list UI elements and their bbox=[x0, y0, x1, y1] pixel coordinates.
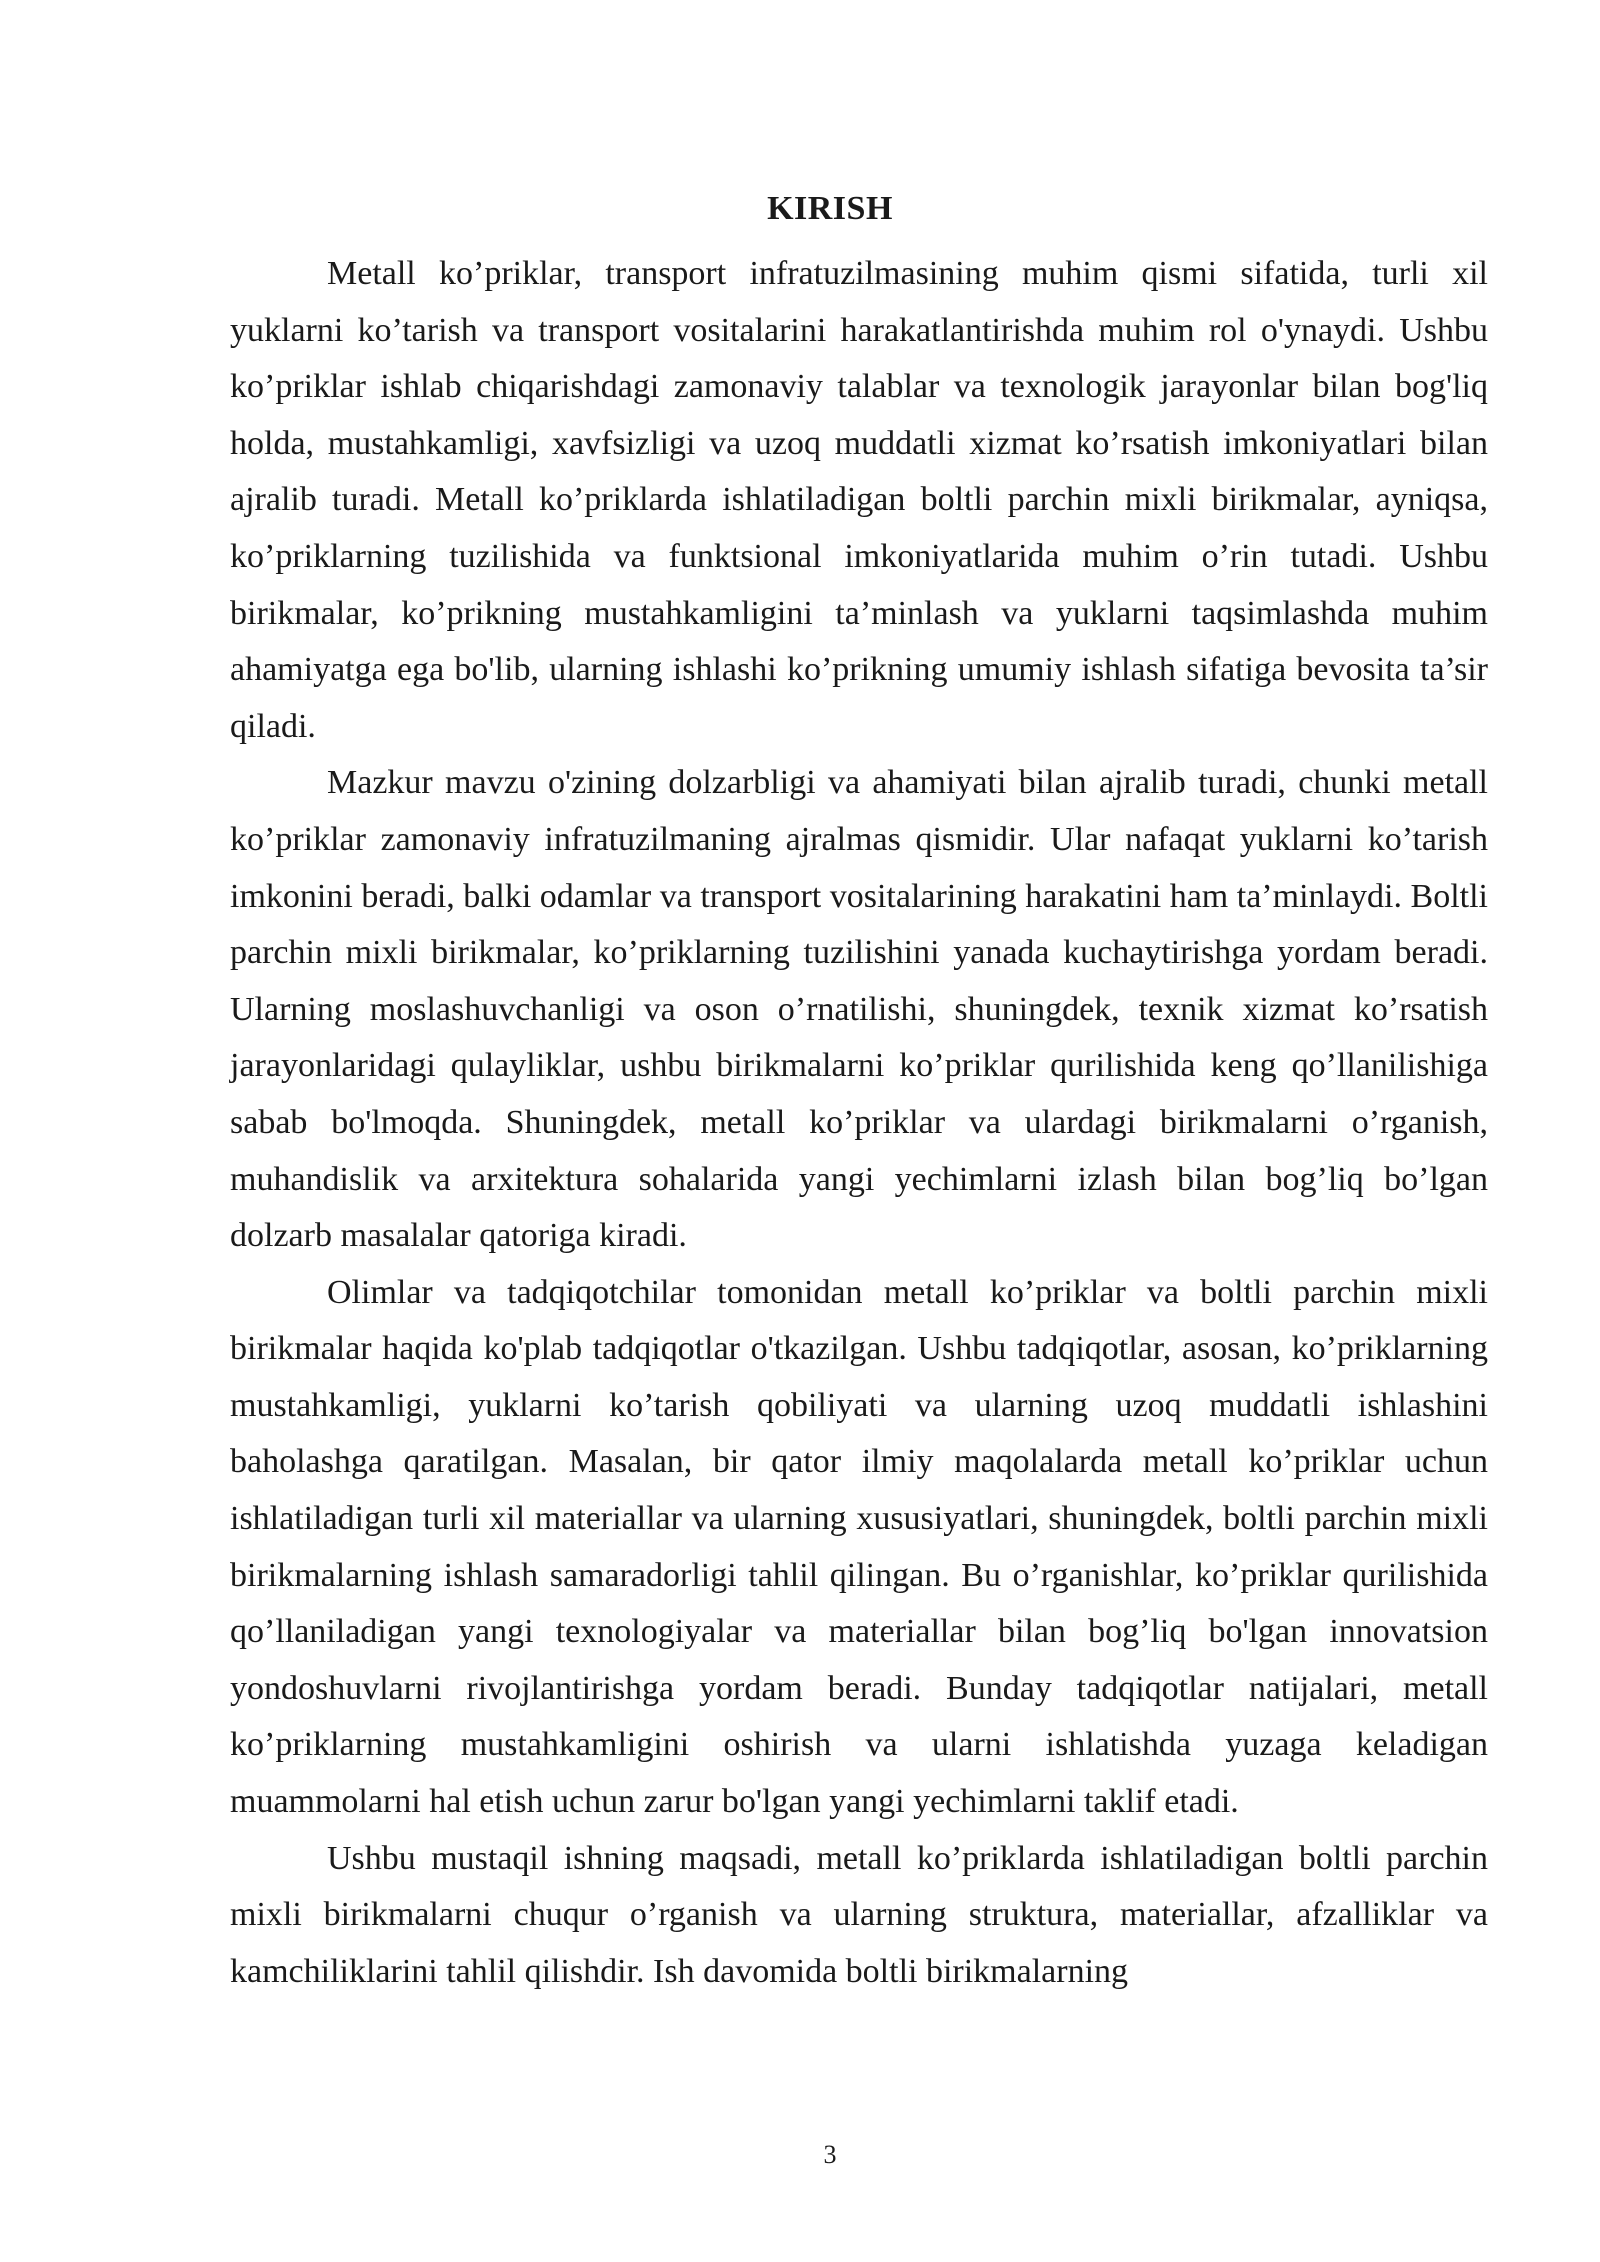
paragraph: Olimlar va tadqiqotchilar tomonidan metall ko’priklar va boltli parchin mixli birikmalar haqida ko'plab tadqiqotlar o'tkazilgan. Ushbu tadqiqotlar, asosan, ko’priklarning mustahkamligi, yuklarni ko’tarish qobiliyati va ularning uzoq muddatli ishlashini baholashga qaratilgan. Masalan, bir qator ilmiy maqolalarda metall ko’priklar uchun ishlatiladigan turli xil materiallar va ularning xususiyatlari, shuningdek, boltli parchin mixli birikmalarning ishlash samaradorligi tahlil qilingan. Bu o’rganishlar, ko’priklar qurilishida qo’llaniladigan yangi texnologiyalar va materiallar bilan bog’liq bo'lgan innovatsion yondoshuvlarni rivojlantirishga yordam beradi. Bunday tadqiqotlar natijalari, metall ko’priklarning mustahkamligini oshirish va ularni ishlatishda yuzaga keladigan muammolarni hal etish uchun zarur bo'lgan yangi yechimlarni taklif etadi. bbox=[230, 1273, 1488, 1821]
page-number: 3 bbox=[823, 2140, 837, 2169]
paragraph: Mazkur mavzu o'zining dolzarbligi va ahamiyati bilan ajralib turadi, chunki metall ko’priklar zamonaviy infratuzilmaning ajralmas qismidir. Ular nafaqat yuklarni ko’tarish imkonini beradi, balki odamlar va transport vositalarining harakatini ham ta’minlaydi. Boltli parchin mixli birikmalar, ko’priklarning tuzilishini yanada kuchaytirishga yordam beradi. Ularning moslashuvchanligi va oson o’rnatilishi, shuningdek, texnik xizmat ko’rsatish jarayonlaridagi qulayliklar, ushbu birikmalarni ko’priklar qurilishida keng qo’llanilishiga sabab bo'lmoqda. Shuningdek, metall ko’priklar va ulardagi birikmalarni o’rganish, muhandislik va arxitektura sohalarida yangi yechimlarni izlash bilan bog’liq bo’lgan dolzarb masalalar qatoriga kiradi. bbox=[230, 764, 1488, 1255]
paragraph: Metall ko’priklar, transport infratuzilmasining muhim qismi sifatida, turli xil yuklarni ko’tarish va transport vositalarini harakatlantirishda muhim rol o'ynaydi. Ushbu ko’priklar ishlab chiqarishdagi zamonaviy talablar va texnologik jarayonlar bilan bog'liq holda, mustahkamligi, xavfsizligi va uzoq muddatli xizmat ko’rsatish imkoniyatlari bilan ajralib turadi. Metall ko’priklarda ishlatiladigan boltli parchin mixli birikmalar, ayniqsa, ko’priklarning tuzilishida va funktsional imkoniyatlarida muhim o’rin tutadi. Ushbu birikmalar, ko’prikning mustahkamligini ta’minlash va yuklarni taqsimlashda muhim ahamiyatga ega bo'lib, ularning ishlashi ko’prikning umumiy ishlash sifatiga bevosita ta’sir qiladi. bbox=[230, 255, 1488, 745]
page-title: KIRISH bbox=[767, 189, 893, 227]
body-text bbox=[230, 246, 1488, 2000]
paragraph: Ushbu mustaqil ishning maqsadi, metall ko’priklarda ishlatiladigan boltli parchin mixli birikmalarni chuqur o’rganish va ularning struktura, materiallar, afzalliklar va kamchiliklarini tahlil qilishdir. Ish davomida boltli birikmalarning bbox=[230, 1839, 1488, 1990]
